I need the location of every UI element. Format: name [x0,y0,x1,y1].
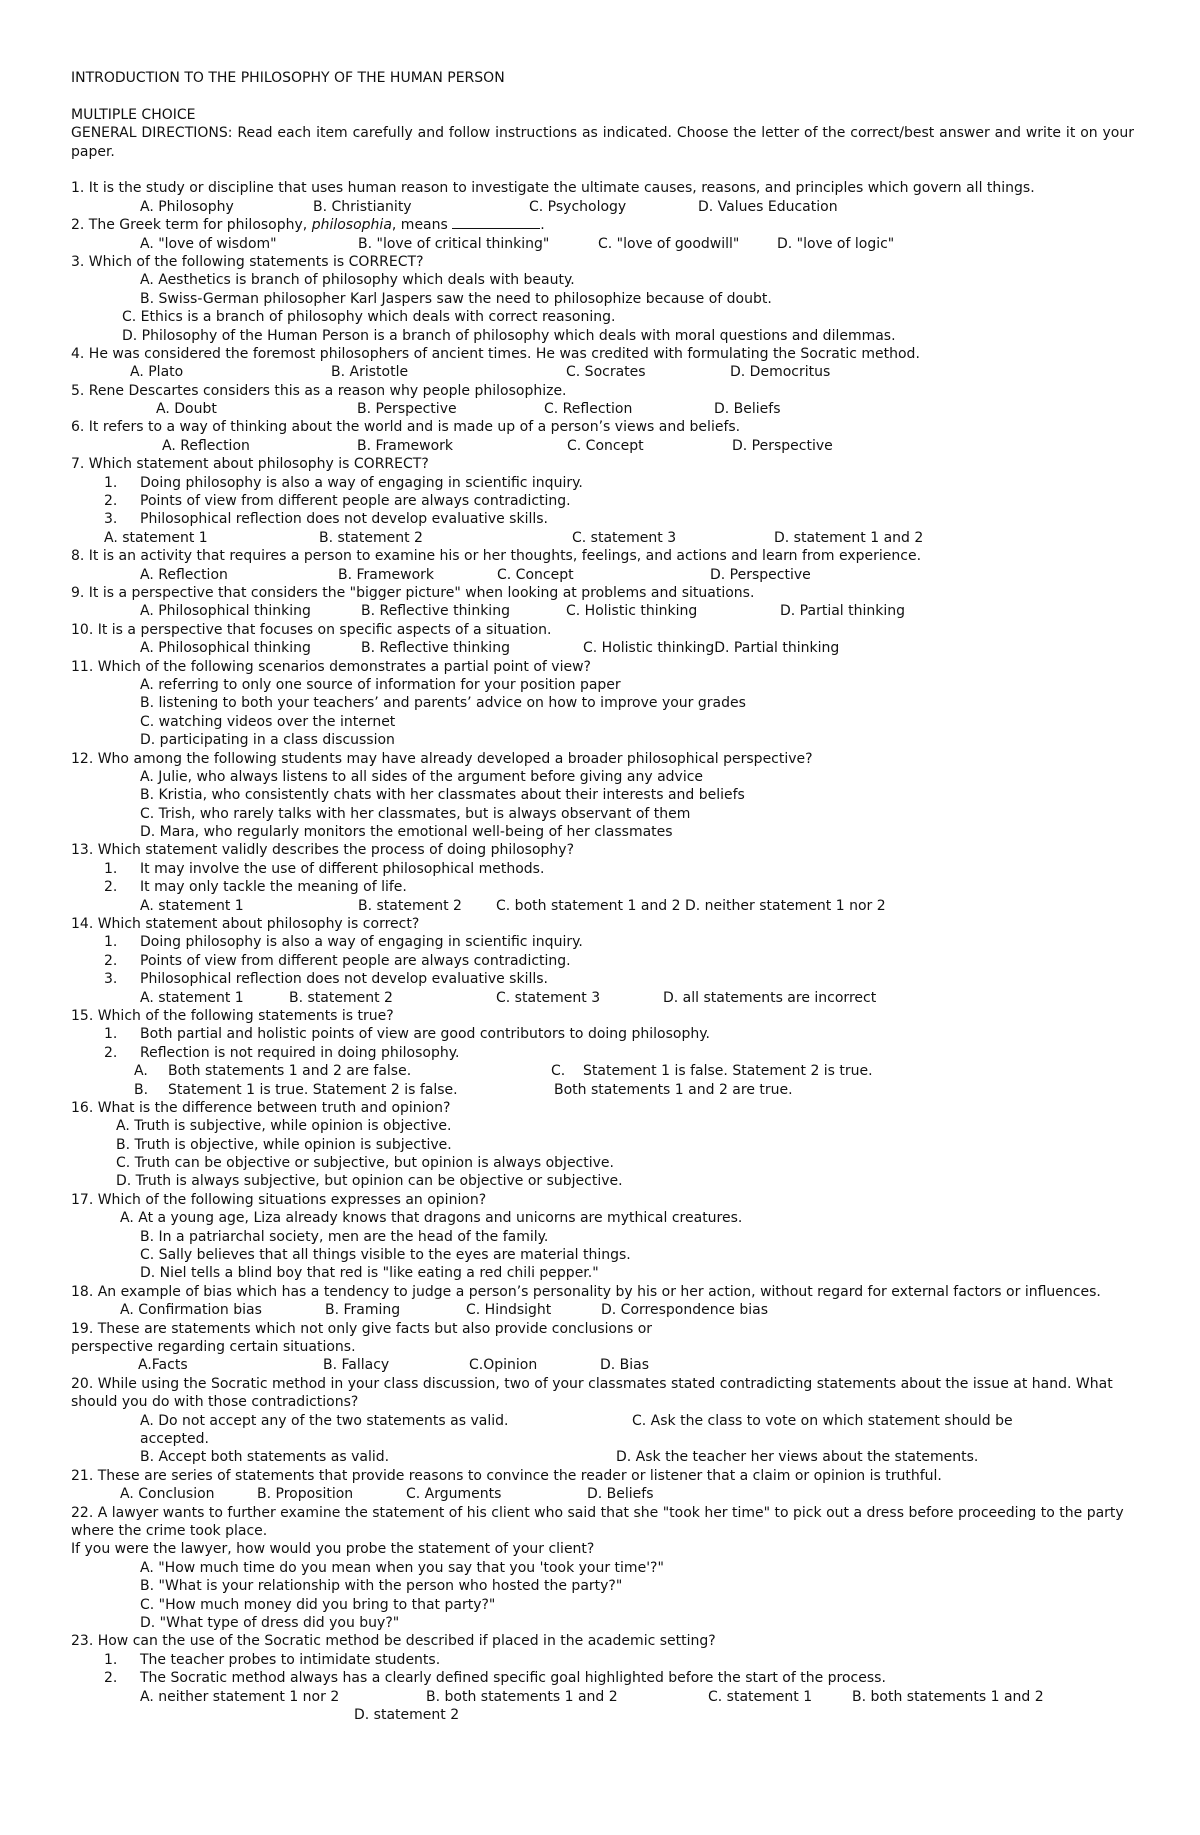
question-4-choices [71,363,1134,381]
choice-c: C. Ask the class to vote on which statement should be [632,1412,1013,1429]
question-23: 23. How can the use of the Socratic method be described if placed in the academic setting? [71,1633,716,1650]
choice-b: B. Reflective thinking [361,640,510,657]
document-title: INTRODUCTION TO THE PHILOSOPHY OF THE HUMAN PERSON [71,70,505,86]
question-22: 22. A lawyer wants to further examine the statement of his client who said that she "took her time" to pick out a dress before proceeding to the party where the crime took place. [71,1504,1124,1539]
choice-c: C. Hindsight [466,1302,552,1319]
choice-c: C. Trish, who rarely talks with her classmates, but is always observant of them [140,805,691,822]
question-21-choices [71,1485,1134,1503]
choice-d: D. Beliefs [714,401,781,418]
answer-blank [452,216,540,229]
choice-b: B. Christianity [313,198,412,215]
choice-b: B. Fallacy [323,1357,390,1374]
choice-d: D. "What type of dress did you buy?" [140,1614,400,1631]
section-heading: MULTIPLE CHOICE [71,106,196,123]
question-4: 4. He was considered the foremost philosophers of ancient times. He was credited with formulating the Socratic method. [71,345,920,362]
choice-b: B. Perspective [357,401,457,418]
choice-c: C. Arguments [406,1486,502,1503]
choice-b: B. statement 2 [319,529,423,546]
statement-2: 2. Points of view from different people are always contradicting. [104,493,571,510]
choice-c: C. Holistic thinking [566,603,698,620]
choice-a: A. neither statement 1 nor 2 [140,1688,340,1705]
choice-c: C. Reflection [544,401,633,418]
choice-d: D. Correspondence bias [601,1302,768,1319]
question-6: 6. It refers to a way of thinking about the world and is made up of a person’s views and beliefs. [71,419,741,436]
question-20: 20. While using the Socratic method in your class discussion, two of your classmates stated contradicting statements about the issue at hand. What should you do with those contradictions? [71,1375,1113,1411]
question-18-choices [71,1301,1134,1319]
choice-a: A. statement 1 [140,989,244,1006]
question-2: 2. The Greek term for philosophy, philosophia, means . [71,217,545,234]
choice-a: A. Doubt [156,401,217,418]
question-13-choices [71,897,1134,915]
question-1-choices [71,198,1134,216]
choice-b: B. Swiss-German philosopher Karl Jaspers saw the need to philosophize because of doubt. [140,290,772,307]
choice-d: D. Mara, who regularly monitors the emotional well-being of her classmates [140,824,673,841]
question-20-choices-row1 [71,1412,1134,1430]
choice-d: D. participating in a class discussion [140,732,395,749]
choice-c: C. statement 3 [572,529,677,546]
question-14: 14. Which statement about philosophy is correct? [71,916,420,933]
question-6-choices [71,437,1134,455]
question-8-choices [71,566,1134,584]
question-7: 7. Which statement about philosophy is CORRECT? [71,456,429,473]
statement-2: 2. Points of view from different people are always contradicting. [104,952,571,969]
choice-b: B. Framework [338,566,435,583]
choice-a: A. "love of wisdom" [140,235,277,252]
choice-b: B. statement 2 [289,989,393,1006]
question-10: 10. It is a perspective that focuses on specific aspects of a situation. [71,621,552,638]
choice-a: A. Philosophical thinking [140,640,311,657]
choice-a: A. referring to only one source of information for your position paper [140,676,621,693]
choice-a: A. Do not accept any of the two statements as valid. [140,1412,509,1429]
statement-2: 2. The Socratic method always has a clearly defined specific goal highlighted before the start of the process. [104,1670,886,1687]
question-15: 15. Which of the following statements is true? [71,1007,394,1024]
question-11: 11. Which of the following scenarios demonstrates a partial point of view? [71,658,591,675]
question-2-choices [71,235,1134,253]
question-2-text-end: , means [391,217,448,234]
choice-a: A. "How much time do you mean when you say that you 'took your time'?" [140,1559,664,1576]
question-19-choices [71,1356,1134,1374]
question-13: 13. Which statement validly describes the process of doing philosophy? [71,842,575,859]
choice-c: C. "love of goodwill" [598,235,740,252]
question-23-choices-row2 [71,1706,1134,1724]
choice-d: D. Partial thinking [780,603,906,620]
choice-c: C. Ethics is a branch of philosophy which deals with correct reasoning. [122,309,616,326]
statement-2: 2. Reflection is not required in doing philosophy. [104,1044,460,1061]
question-19-continued: perspective regarding certain situations. [71,1339,356,1356]
choice-b-repeat: B. both statements 1 and 2 [852,1688,1044,1705]
question-8: 8. It is an activity that requires a person to examine his or her thoughts, feelings, and actions and learn from experience. [71,548,922,565]
question-9: 9. It is a perspective that considers the "bigger picture" when looking at problems and situations. [71,584,755,601]
choice-b: B. "love of critical thinking" [358,235,550,252]
statement-1: 1. The teacher probes to intimidate students. [104,1651,441,1668]
choice-d: D. statement 2 [354,1706,460,1723]
choice-c: C. "How much money did you bring to that party?" [140,1596,496,1613]
question-3: 3. Which of the following statements is CORRECT? [71,253,424,270]
choice-d: D. Democritus [730,364,831,381]
choice-c: C. watching videos over the internet [140,713,396,730]
choice-b: B. Truth is objective, while opinion is subjective. [116,1136,452,1153]
question-19: 19. These are statements which not only give facts but also provide conclusions or [71,1320,653,1337]
question-12: 12. Who among the following students may have already developed a broader philosophical perspective? [71,750,813,767]
statement-1: 1. Doing philosophy is also a way of engaging in scientific inquiry. [104,474,583,491]
question-15-choices-row2 [71,1081,1134,1099]
choice-a: A. statement 1 [140,897,244,914]
choice-d: D. Ask the teacher her views about the statements. [616,1449,979,1466]
statement-3: 3. Philosophical reflection does not develop evaluative skills. [104,971,548,988]
statement-2: 2. It may only tackle the meaning of life. [104,879,407,896]
question-18: 18. An example of bias which has a tendency to judge a person’s personality by his or her action, without regard for external factors or influences. [71,1283,1101,1300]
statement-1: 1. It may involve the use of different philosophical methods. [104,860,545,877]
choice-b: B. Framing [325,1302,401,1319]
choice-a: A. Reflection [140,566,228,583]
question-21: 21. These are series of statements that provide reasons to convince the reader or listener that a claim or opinion is truthful. [71,1467,942,1484]
choice-a: A. Plato [130,364,184,381]
choice-d: D. all statements are incorrect [663,989,877,1006]
choice-b: B. Accept both statements as valid. [140,1449,390,1466]
choice-c: C. Sally believes that all things visible to the eyes are material things. [140,1247,631,1264]
choice-d: Both statements 1 and 2 are true. [554,1081,793,1098]
choice-a: A. statement 1 [104,529,208,546]
question-2-text: 2. The Greek term for philosophy, [71,217,308,234]
choice-a: A. Philosophy [140,198,234,215]
question-15-choices-row1 [71,1062,1134,1080]
choice-d: D. Bias [600,1357,650,1374]
question-10-choices [71,639,1134,657]
choice-d: D. Philosophy of the Human Person is a branch of philosophy which deals with moral questions and dilemmas. [122,327,896,344]
choice-c: C.Opinion [469,1357,538,1374]
question-1: 1. It is the study or discipline that uses human reason to investigate the ultimate causes, reasons, and principles which govern all things. [71,180,1035,197]
choice-b: Statement 1 is true. Statement 2 is false. [168,1081,458,1098]
question-22-prompt: If you were the lawyer, how would you probe the statement of your client? [71,1541,595,1558]
question-20-choices-row3 [71,1448,1134,1466]
choice-c: C. Holistic thinkingD. Partial thinking [583,640,840,657]
choice-c: C. Concept [567,437,644,454]
choice-a: Both statements 1 and 2 are false. [168,1063,412,1080]
choice-a-letter: A. [134,1063,148,1080]
choice-b: B. statement 2 [358,897,462,914]
choice-c: C. Socrates [566,364,646,381]
choice-a: A. Confirmation bias [120,1302,262,1319]
choice-a: A. Julie, who always listens to all sides of the argument before giving any advice [140,768,704,785]
choice-b: B. In a patriarchal society, men are the head of the family. [140,1228,549,1245]
choice-b: B. Proposition [257,1486,354,1503]
choice-b: B. Reflective thinking [361,603,510,620]
question-9-choices [71,602,1134,620]
choice-d: D. Niel tells a blind boy that red is "like eating a red chili pepper." [140,1265,599,1282]
choice-c: C. statement 3 [496,989,601,1006]
choice-b: B. Aristotle [331,364,409,381]
question-5: 5. Rene Descartes considers this as a reason why people philosophize. [71,382,567,399]
choice-b: B. "What is your relationship with the person who hosted the party?" [140,1578,623,1595]
choice-d: D. Perspective [710,566,811,583]
choice-c: C. both statement 1 and 2 D. neither statement 1 nor 2 [496,897,886,914]
choice-c: C. Concept [497,566,574,583]
choice-c: C. statement 1 [708,1688,813,1705]
statement-1: 1. Both partial and holistic points of view are good contributors to doing philosophy. [104,1026,710,1043]
question-16: 16. What is the difference between truth and opinion? [71,1099,451,1116]
choice-c-continued: accepted. [140,1431,209,1447]
question-20-choices-row2 [71,1430,1134,1448]
choice-d: D. Beliefs [587,1486,654,1503]
choice-d: D. Truth is always subjective, but opinion can be objective or subjective. [116,1173,623,1190]
choice-d: D. Values Education [698,198,838,215]
choice-a: A. Conclusion [120,1486,215,1503]
choice-d: D. Perspective [732,437,833,454]
general-directions: GENERAL DIRECTIONS: Read each item carefully and follow instructions as indicated. Choose the letter of the correct/best answer and write it on your paper. [71,125,1134,160]
choice-c-letter: C. [551,1063,566,1080]
question-7-choices [71,529,1134,547]
choice-a: A. Aesthetics is branch of philosophy which deals with beauty. [140,272,575,289]
choice-c: C. Psychology [529,198,627,215]
choice-a: A.Facts [138,1357,188,1374]
choice-c: Statement 1 is false. Statement 2 is true. [583,1063,873,1080]
choice-a: A. Philosophical thinking [140,603,311,620]
worksheet [71,69,1134,1724]
choice-d: D. statement 1 and 2 [774,529,924,546]
statement-3: 3. Philosophical reflection does not develop evaluative skills. [104,511,548,528]
choice-c: C. Truth can be objective or subjective, but opinion is always objective. [116,1155,614,1172]
question-14-choices [71,989,1134,1007]
question-23-choices [71,1688,1134,1706]
choice-a: A. Truth is subjective, while opinion is objective. [116,1118,452,1135]
choice-d: D. "love of logic" [777,235,895,252]
statement-1: 1. Doing philosophy is also a way of engaging in scientific inquiry. [104,934,583,951]
greek-term: philosophia [311,217,392,234]
choice-a: A. At a young age, Liza already knows that dragons and unicorns are mythical creatures. [120,1210,743,1227]
choice-b-letter: B. [134,1081,149,1098]
choice-b: B. listening to both your teachers’ and parents’ advice on how to improve your grades [140,695,746,712]
choice-a: A. Reflection [162,437,250,454]
choice-b: B. both statements 1 and 2 [426,1688,618,1705]
choice-b: B. Kristia, who consistently chats with her classmates about their interests and beliefs [140,787,745,804]
choice-b: B. Framework [357,437,454,454]
question-5-choices [71,400,1134,418]
question-17: 17. Which of the following situations expresses an opinion? [71,1191,487,1208]
